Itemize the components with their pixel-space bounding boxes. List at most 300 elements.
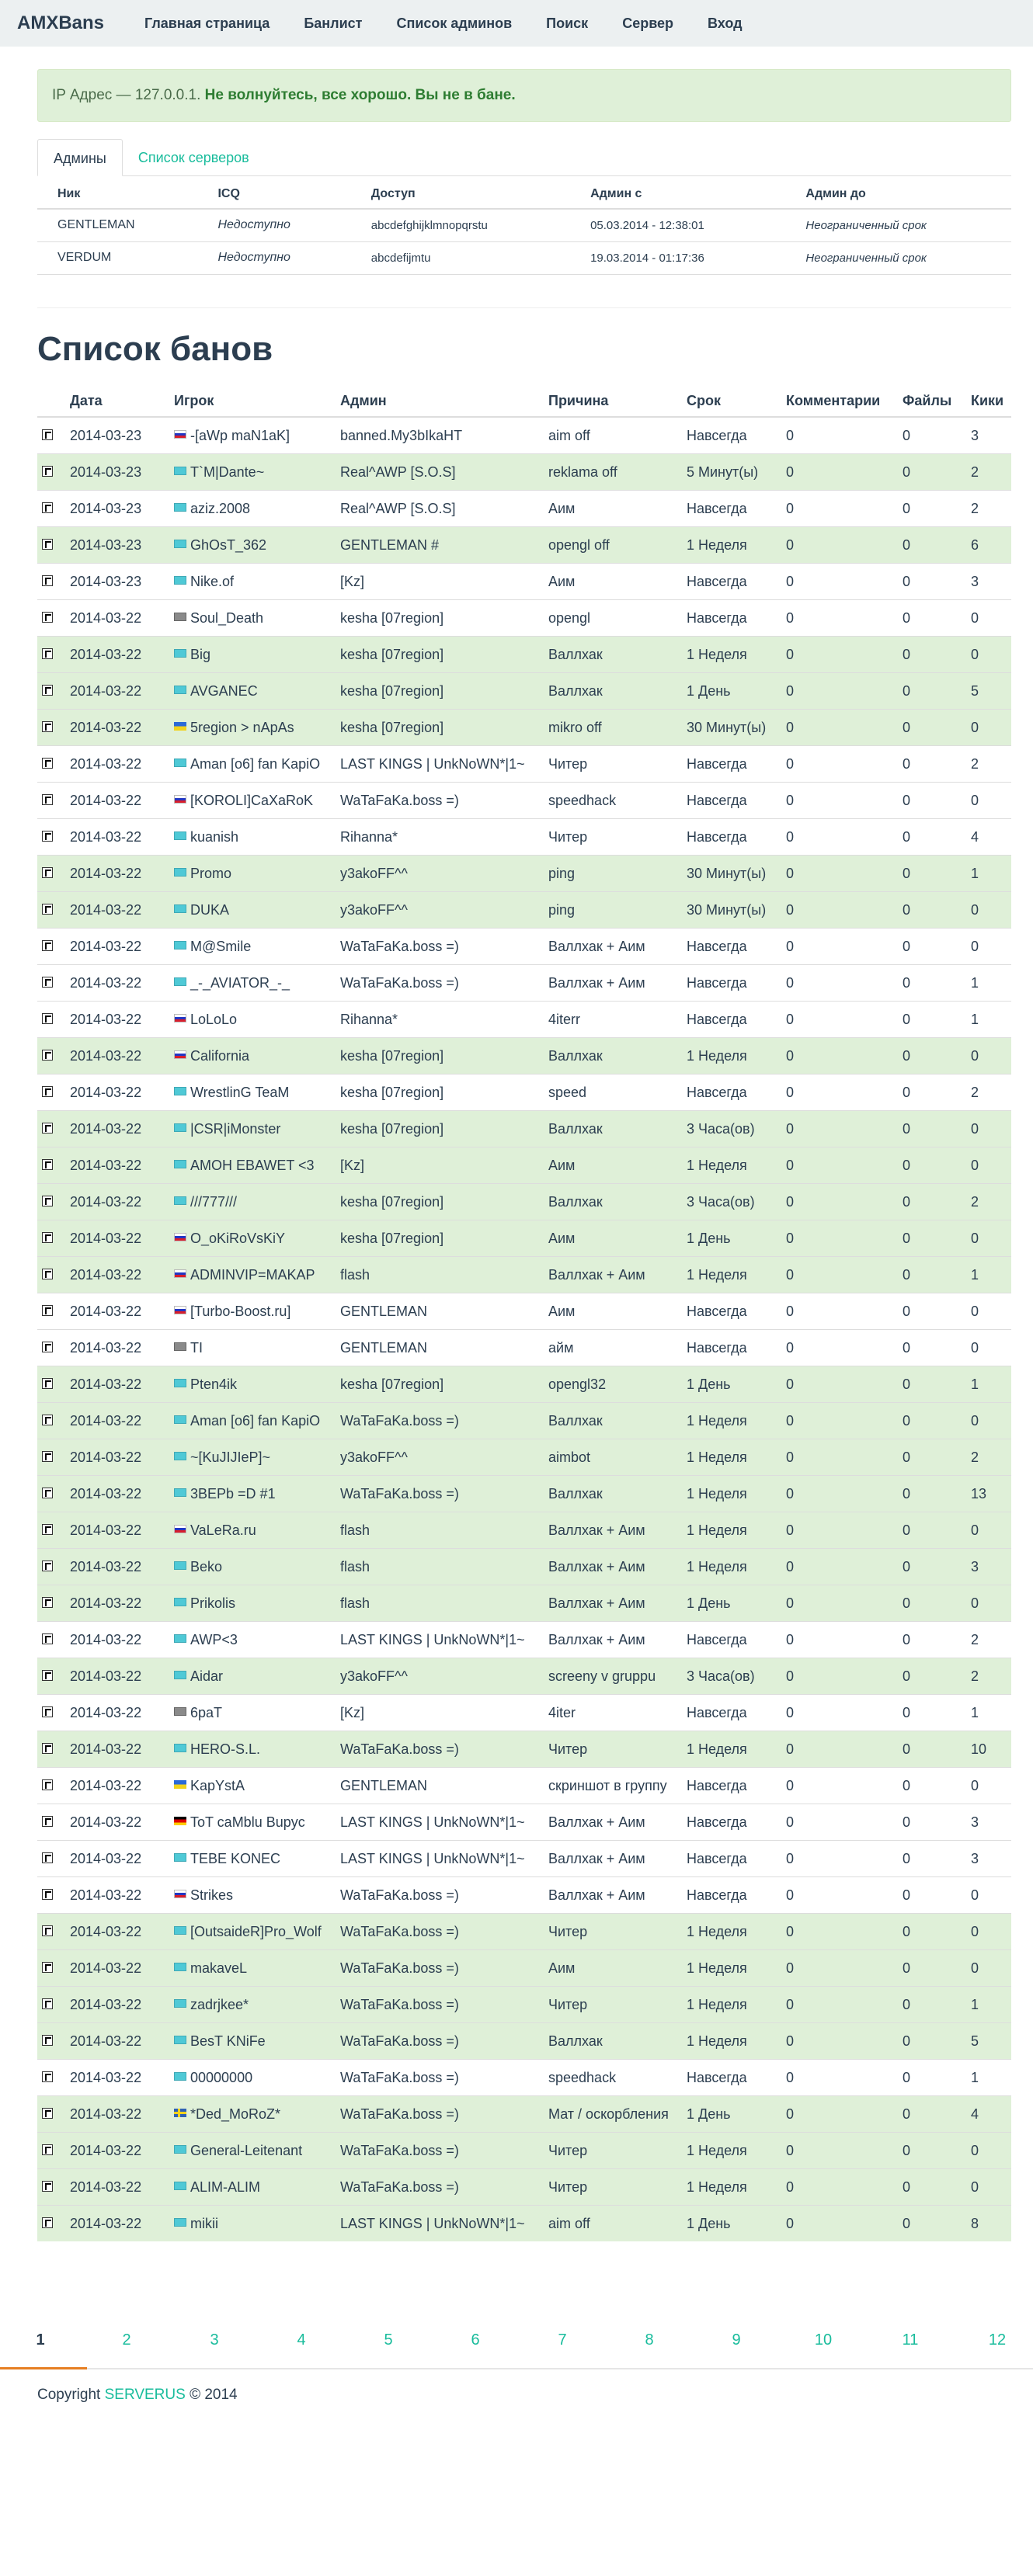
ban-details-icon[interactable]: [42, 1561, 53, 1571]
player-name: GhOsT_362: [190, 536, 267, 553]
admins-header-icq: ICQ: [197, 176, 350, 209]
ban-files: 0: [898, 1293, 966, 1329]
page-link[interactable]: 3: [210, 2331, 219, 2349]
page-link[interactable]: 5: [384, 2331, 393, 2349]
ban-row[interactable]: [37, 1402, 1011, 1439]
ban-row[interactable]: [37, 1804, 1011, 1840]
admin-row: [37, 241, 1011, 274]
ban-row[interactable]: [37, 709, 1011, 745]
ban-comments: 0: [781, 1731, 898, 1767]
ban-details-icon[interactable]: [42, 1633, 53, 1644]
ban-reason: Валлхак: [544, 1110, 682, 1147]
ban-row[interactable]: [37, 1694, 1011, 1731]
ban-row[interactable]: [37, 2059, 1011, 2095]
ban-details-cell: [37, 2168, 65, 2205]
ban-details-icon[interactable]: [42, 1706, 53, 1717]
ban-details-icon[interactable]: [42, 2217, 53, 2228]
ban-details-icon[interactable]: [42, 758, 53, 769]
ban-date: 2014-03-22: [65, 709, 169, 745]
ban-row[interactable]: [37, 453, 1011, 490]
bans-table: [37, 386, 1011, 2241]
ban-details-cell: [37, 1366, 65, 1402]
ban-row[interactable]: [37, 964, 1011, 1001]
nav-search[interactable]: Поиск: [546, 15, 589, 31]
ban-files: 0: [898, 1475, 966, 1512]
ban-details-icon[interactable]: [42, 539, 53, 550]
ban-details-icon[interactable]: [42, 2181, 53, 2192]
ban-row[interactable]: [37, 1767, 1011, 1804]
ban-term: Навсегда: [682, 818, 781, 855]
player-name: BesT KNiFe: [190, 2033, 266, 2049]
ban-player: [169, 1548, 336, 1585]
ban-kicks: 5: [966, 672, 1011, 709]
ban-details-icon[interactable]: [42, 612, 53, 623]
ban-details-icon[interactable]: [42, 2035, 53, 2046]
page-link[interactable]: 9: [732, 2331, 741, 2349]
ban-details-cell: [37, 1329, 65, 1366]
ban-details-cell: [37, 1293, 65, 1329]
ban-details-cell: [37, 1183, 65, 1220]
ban-player: [169, 1074, 336, 1110]
ban-row[interactable]: [37, 2132, 1011, 2168]
ban-row[interactable]: [37, 526, 1011, 563]
ban-player: [169, 1621, 336, 1658]
ban-details-cell: [37, 1001, 65, 1037]
ban-row[interactable]: [37, 1658, 1011, 1694]
ban-details-icon[interactable]: [42, 1524, 53, 1535]
ban-details-cell: [37, 2132, 65, 2168]
ban-kicks: 0: [966, 1110, 1011, 1147]
ban-date: 2014-03-22: [65, 672, 169, 709]
ban-comments: 0: [781, 1329, 898, 1366]
ban-files: 0: [898, 1366, 966, 1402]
ban-date: 2014-03-22: [65, 1183, 169, 1220]
admin-icq: Недоступно: [197, 241, 350, 274]
ban-player: [169, 1293, 336, 1329]
ban-details-icon[interactable]: [42, 867, 53, 878]
player-name: ToT caMblu Bupyc: [190, 1814, 305, 1830]
player-name: Soul_Death: [190, 609, 264, 626]
ban-reason: Читер: [544, 745, 682, 782]
ban-admin: GENTLEMAN: [336, 1293, 544, 1329]
player-name: [OutsaideR]Pro_Wolf: [190, 1923, 322, 1939]
player-name: kuanish: [190, 828, 239, 845]
ban-files: 0: [898, 490, 966, 526]
ban-kicks: 10: [966, 1731, 1011, 1767]
ban-row[interactable]: [37, 2095, 1011, 2132]
ban-player: [169, 964, 336, 1001]
admin-since: 19.03.2014 - 01:17:36: [570, 241, 785, 274]
ban-row[interactable]: [37, 490, 1011, 526]
ban-term: Навсегда: [682, 563, 781, 599]
ban-details-icon[interactable]: [42, 1305, 53, 1316]
ban-row[interactable]: [37, 672, 1011, 709]
page-link[interactable]: 6: [471, 2331, 480, 2349]
page-link[interactable]: 2: [122, 2331, 131, 2349]
ban-player: [169, 1329, 336, 1366]
ban-admin: LAST KINGS | UnkNoWN*|1~: [336, 745, 544, 782]
ban-admin: Rihanna*: [336, 818, 544, 855]
ban-details-icon[interactable]: [42, 429, 53, 440]
ban-reason: Валлхак: [544, 1037, 682, 1074]
ban-row[interactable]: [37, 745, 1011, 782]
admins-table: [37, 176, 1011, 275]
country-flag-icon: [174, 795, 186, 804]
tab-admins[interactable]: Админы: [37, 139, 123, 176]
ban-files: 0: [898, 1658, 966, 1694]
country-flag-icon: [174, 1963, 186, 1971]
footer-serverus-link[interactable]: SERVERUS: [104, 2386, 186, 2403]
ban-details-icon[interactable]: [42, 1889, 53, 1900]
ban-details-icon[interactable]: [42, 1743, 53, 1754]
ban-details-icon[interactable]: [42, 1488, 53, 1498]
ban-details-icon[interactable]: [42, 2144, 53, 2155]
bans-header-kicks: Кики: [966, 386, 1011, 417]
country-flag-icon: [174, 576, 186, 585]
ban-reason: Читер: [544, 1731, 682, 1767]
ban-comments: 0: [781, 2168, 898, 2205]
ban-term: Навсегда: [682, 964, 781, 1001]
ban-term: 1 Неделя: [682, 636, 781, 672]
ban-row[interactable]: [37, 1949, 1011, 1986]
ban-row[interactable]: [37, 563, 1011, 599]
ban-term: 5 Минут(ы): [682, 453, 781, 490]
tab-server-list[interactable]: Список серверов: [137, 150, 249, 165]
ban-files: 0: [898, 1402, 966, 1439]
ban-details-icon[interactable]: [42, 685, 53, 696]
ban-details-icon[interactable]: [42, 1451, 53, 1462]
ban-date: 2014-03-22: [65, 1110, 169, 1147]
ban-details-cell: [37, 1621, 65, 1658]
ban-row[interactable]: [37, 1147, 1011, 1183]
ban-row[interactable]: [37, 782, 1011, 818]
ban-reason: Валлхак + Аим: [544, 1512, 682, 1548]
ban-row[interactable]: [37, 1329, 1011, 1366]
ban-admin: [Kz]: [336, 1147, 544, 1183]
ban-date: 2014-03-22: [65, 1001, 169, 1037]
ban-details-icon[interactable]: [42, 1670, 53, 1681]
ban-date: 2014-03-22: [65, 599, 169, 636]
ban-player: [169, 2095, 336, 2132]
country-flag-icon: [174, 1014, 186, 1022]
ban-term: Навсегда: [682, 1293, 781, 1329]
ban-date: 2014-03-23: [65, 453, 169, 490]
ban-details-cell: [37, 417, 65, 454]
ban-details-icon[interactable]: [42, 831, 53, 842]
ban-details-icon[interactable]: [42, 1342, 53, 1352]
ban-player: [169, 782, 336, 818]
page-link[interactable]: 8: [645, 2331, 654, 2349]
nav-server[interactable]: Сервер: [622, 15, 674, 31]
ban-comments: 0: [781, 453, 898, 490]
ban-term: 1 Неделя: [682, 1402, 781, 1439]
ban-details-icon[interactable]: [42, 1415, 53, 1425]
ban-date: 2014-03-22: [65, 818, 169, 855]
ban-details-icon[interactable]: [42, 575, 53, 586]
ban-details-icon[interactable]: [42, 940, 53, 951]
ban-date: 2014-03-22: [65, 1658, 169, 1694]
ban-term: 1 Неделя: [682, 2168, 781, 2205]
ban-details-icon[interactable]: [42, 1998, 53, 2009]
ban-row[interactable]: [37, 1986, 1011, 2022]
ban-details-icon[interactable]: [42, 721, 53, 732]
ban-kicks: 1: [966, 855, 1011, 891]
ban-comments: 0: [781, 2132, 898, 2168]
ban-kicks: 2: [966, 1621, 1011, 1658]
ban-files: 0: [898, 2059, 966, 2095]
ban-reason: Аим: [544, 1147, 682, 1183]
ban-player: [169, 745, 336, 782]
admin-nick: GENTLEMAN: [37, 209, 197, 241]
tab-bar: [37, 139, 1011, 176]
ban-comments: 0: [781, 1694, 898, 1731]
ban-kicks: 0: [966, 2168, 1011, 2205]
ban-admin: WaTaFaKa.boss =): [336, 1475, 544, 1512]
player-name: Big: [190, 646, 211, 662]
ban-admin: Real^AWP [S.O.S]: [336, 490, 544, 526]
ban-details-icon[interactable]: [42, 1050, 53, 1061]
ban-files: 0: [898, 1804, 966, 1840]
ban-kicks: 0: [966, 782, 1011, 818]
ban-row[interactable]: [37, 1074, 1011, 1110]
ban-kicks: 0: [966, 1293, 1011, 1329]
ban-details-cell: [37, 1439, 65, 1475]
ban-row[interactable]: [37, 417, 1011, 454]
ban-details-icon[interactable]: [42, 1123, 53, 1134]
ban-row[interactable]: [37, 1585, 1011, 1621]
ban-row[interactable]: [37, 599, 1011, 636]
ban-row[interactable]: [37, 1621, 1011, 1658]
ban-player: [169, 1110, 336, 1147]
ban-term: 1 Неделя: [682, 526, 781, 563]
ban-reason: Аим: [544, 1949, 682, 1986]
ban-row[interactable]: [37, 891, 1011, 928]
ban-admin: LAST KINGS | UnkNoWN*|1~: [336, 2205, 544, 2241]
ban-details-icon[interactable]: [42, 1925, 53, 1936]
ban-admin: y3akoFF^^: [336, 1439, 544, 1475]
country-flag-icon: [174, 1780, 186, 1789]
bans-header-reason: Причина: [544, 386, 682, 417]
country-flag-icon: [174, 1306, 186, 1314]
ban-comments: 0: [781, 1256, 898, 1293]
ban-row[interactable]: [37, 2205, 1011, 2241]
ban-kicks: 3: [966, 563, 1011, 599]
ban-files: 0: [898, 1694, 966, 1731]
country-flag-icon: [174, 649, 186, 658]
ban-reason: aimbot: [544, 1439, 682, 1475]
player-name: Aman [o6] fan KapiO: [190, 755, 321, 772]
player-name: LoLoLo: [190, 1011, 238, 1027]
ban-date: 2014-03-23: [65, 563, 169, 599]
ban-comments: 0: [781, 636, 898, 672]
ban-row[interactable]: [37, 818, 1011, 855]
ban-reason: айм: [544, 1329, 682, 1366]
ban-details-icon[interactable]: [42, 1232, 53, 1243]
country-flag-icon: [174, 1160, 186, 1168]
ban-files: 0: [898, 2022, 966, 2059]
ban-files: 0: [898, 636, 966, 672]
ban-details-icon[interactable]: [42, 2071, 53, 2082]
ban-row[interactable]: [37, 1439, 1011, 1475]
ban-term: 30 Минут(ы): [682, 891, 781, 928]
admin-access: abcdefijmtu: [351, 241, 570, 274]
ban-details-icon[interactable]: [42, 1962, 53, 1973]
page-link[interactable]: 1: [36, 2331, 45, 2349]
ban-details-icon[interactable]: [42, 1196, 53, 1206]
ban-term: Навсегда: [682, 1767, 781, 1804]
player-name: 5region > nApAs: [190, 719, 294, 735]
ban-player: [169, 1475, 336, 1512]
ban-player: [169, 1767, 336, 1804]
ban-date: 2014-03-22: [65, 1621, 169, 1658]
ban-details-icon[interactable]: [42, 502, 53, 513]
ban-kicks: 1: [966, 1001, 1011, 1037]
ban-row[interactable]: [37, 1913, 1011, 1949]
ban-term: Навсегда: [682, 1840, 781, 1876]
ban-comments: 0: [781, 1876, 898, 1913]
nav-admin-list[interactable]: Список админов: [396, 15, 513, 31]
ban-details-icon[interactable]: [42, 1779, 53, 1790]
ban-kicks: 2: [966, 490, 1011, 526]
ban-files: 0: [898, 1840, 966, 1876]
ban-date: 2014-03-22: [65, 1731, 169, 1767]
ban-details-icon[interactable]: [42, 904, 53, 915]
country-flag-icon: [174, 1233, 186, 1241]
ban-row[interactable]: [37, 1840, 1011, 1876]
ban-player: [169, 2205, 336, 2241]
ban-files: 0: [898, 1147, 966, 1183]
ban-reason: mikro off: [544, 709, 682, 745]
ban-term: 30 Минут(ы): [682, 709, 781, 745]
ban-date: 2014-03-22: [65, 1804, 169, 1840]
ban-details-cell: [37, 745, 65, 782]
player-name: *Ded_MoRoZ*: [190, 2106, 281, 2122]
ban-reason: Валлхак: [544, 1402, 682, 1439]
ban-row[interactable]: [37, 1110, 1011, 1147]
ban-details-cell: [37, 928, 65, 964]
ban-details-cell: [37, 1402, 65, 1439]
ban-player: [169, 1220, 336, 1256]
ban-files: 0: [898, 745, 966, 782]
ban-row[interactable]: [37, 855, 1011, 891]
ban-row[interactable]: [37, 2022, 1011, 2059]
ban-date: 2014-03-22: [65, 1986, 169, 2022]
page-link[interactable]: 12: [988, 2331, 1007, 2349]
page-link[interactable]: 11: [902, 2331, 919, 2349]
ban-admin: kesha [07region]: [336, 672, 544, 709]
ban-details-icon[interactable]: [42, 1378, 53, 1389]
ban-player: [169, 1876, 336, 1913]
ban-details-icon[interactable]: [42, 1269, 53, 1279]
player-name: makaveL: [190, 1960, 248, 1976]
nav-banlist[interactable]: Банлист: [304, 15, 363, 31]
ban-details-icon[interactable]: [42, 1597, 53, 1608]
ban-date: 2014-03-22: [65, 745, 169, 782]
brand-logo[interactable]: AMXBans: [17, 12, 105, 33]
page-link[interactable]: 4: [297, 2331, 306, 2349]
ban-details-icon[interactable]: [42, 1816, 53, 1827]
ban-comments: 0: [781, 526, 898, 563]
page-link[interactable]: 7: [558, 2331, 567, 2349]
ban-row[interactable]: [37, 636, 1011, 672]
ban-date: 2014-03-22: [65, 1074, 169, 1110]
ban-details-cell: [37, 1037, 65, 1074]
ban-row[interactable]: [37, 1220, 1011, 1256]
ban-details-cell: [37, 1585, 65, 1621]
ban-term: 1 Неделя: [682, 1512, 781, 1548]
ban-row[interactable]: [37, 1876, 1011, 1913]
ban-details-cell: [37, 2205, 65, 2241]
ban-details-icon[interactable]: [42, 1013, 53, 1024]
ban-row[interactable]: [37, 1183, 1011, 1220]
ban-term: 1 Неделя: [682, 1439, 781, 1475]
ban-files: 0: [898, 1913, 966, 1949]
ban-admin: kesha [07region]: [336, 636, 544, 672]
ban-comments: 0: [781, 1986, 898, 2022]
ban-admin: LAST KINGS | UnkNoWN*|1~: [336, 1804, 544, 1840]
ban-details-cell: [37, 1147, 65, 1183]
ban-row[interactable]: [37, 1366, 1011, 1402]
ban-row[interactable]: [37, 2168, 1011, 2205]
ban-details-icon[interactable]: [42, 466, 53, 477]
ban-admin: WaTaFaKa.boss =): [336, 2095, 544, 2132]
ban-row[interactable]: [37, 1475, 1011, 1512]
page-link[interactable]: 10: [814, 2331, 833, 2349]
ban-reason: aim off: [544, 2205, 682, 2241]
ban-kicks: 3: [966, 1548, 1011, 1585]
admins-header-nick: Ник: [37, 176, 197, 209]
ban-row[interactable]: [37, 1512, 1011, 1548]
ban-kicks: 4: [966, 818, 1011, 855]
ban-files: 0: [898, 1329, 966, 1366]
ban-details-icon[interactable]: [42, 1159, 53, 1170]
ban-row[interactable]: [37, 1731, 1011, 1767]
country-flag-icon: [174, 1379, 186, 1387]
ban-reason: speedhack: [544, 782, 682, 818]
country-flag-icon: [174, 977, 186, 986]
ban-details-icon[interactable]: [42, 1852, 53, 1863]
country-flag-icon: [174, 1853, 186, 1862]
ban-details-icon[interactable]: [42, 2108, 53, 2119]
player-name: 6paT: [190, 1704, 223, 1720]
ban-row[interactable]: [37, 1001, 1011, 1037]
ban-date: 2014-03-22: [65, 855, 169, 891]
ban-details-icon[interactable]: [42, 648, 53, 659]
ban-player: [169, 891, 336, 928]
nav-login[interactable]: Вход: [708, 15, 743, 31]
ban-kicks: 1: [966, 1694, 1011, 1731]
ban-status-message: Не волнуйтесь, все хорошо. Вы не в бане.: [204, 87, 516, 103]
ban-row[interactable]: [37, 1037, 1011, 1074]
ban-row[interactable]: [37, 928, 1011, 964]
ban-reason: Валлхак + Аим: [544, 1621, 682, 1658]
ban-term: 1 Неделя: [682, 1949, 781, 1986]
ban-details-icon[interactable]: [42, 977, 53, 988]
ban-player: [169, 1804, 336, 1840]
ban-admin: flash: [336, 1512, 544, 1548]
ban-details-icon[interactable]: [42, 1086, 53, 1097]
ban-player: [169, 1694, 336, 1731]
ban-admin: WaTaFaKa.boss =): [336, 1913, 544, 1949]
ban-comments: 0: [781, 1585, 898, 1621]
country-flag-icon: [174, 2145, 186, 2154]
ban-row[interactable]: [37, 1548, 1011, 1585]
nav-home[interactable]: Главная страница: [144, 15, 270, 31]
ban-admin: banned.My3bIkaHT: [336, 417, 544, 454]
ban-row[interactable]: [37, 1293, 1011, 1329]
ban-details-icon[interactable]: [42, 794, 53, 805]
ban-row[interactable]: [37, 1256, 1011, 1293]
